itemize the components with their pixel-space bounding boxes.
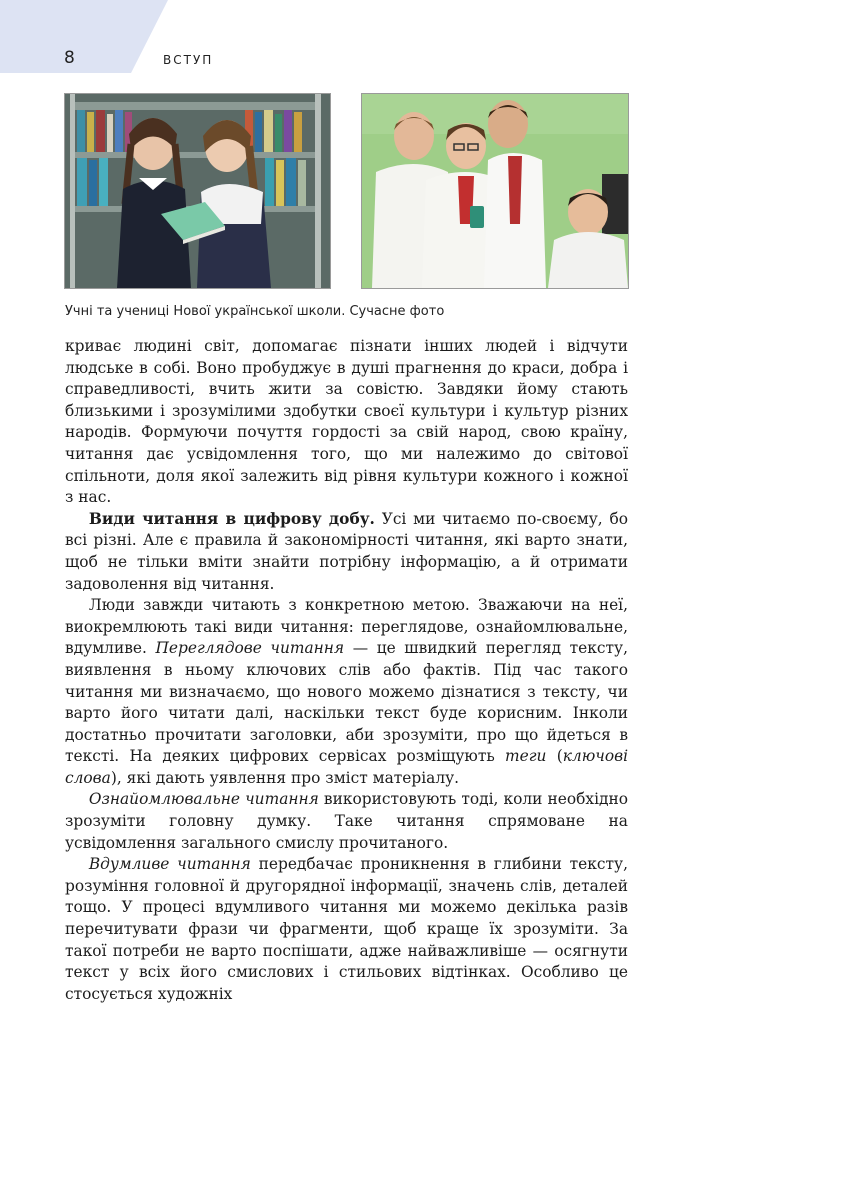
paragraph-text: криває людині світ, допомагає пізнати інших людей і відчути людське в собі. Воно пробуджує в душі прагнення до краси, добра і справедливості, вчить жити за совістю. Завдяки йому стають близькими і зрозумілими здобутки своєї культури і культур різних народів. Формуючи почуття гордості за свій народ, свою країну, читання дає усвідомлення того, що ми належимо до світової спільноти, доля якої залежить від рівня культури кожного і кожної з нас. — [65, 337, 628, 507]
paragraph-text: ( — [546, 747, 563, 766]
paragraph-text: Люди завжди читають з конкретною метою. Зважаючи на неї, виокремлюють такі види читання: переглядове, ознайомлювальне, вдумливе. — [65, 596, 628, 658]
term-thoughtful: Вдумливе читання — [88, 855, 251, 874]
page-number: 8 — [64, 48, 75, 68]
term-keywords: ключові слова — [65, 747, 628, 787]
term-skimming: Переглядове читання — [155, 639, 345, 658]
paragraph — [65, 854, 628, 1005]
paragraph-text: ), які дають уявлення про зміст матеріалу. — [110, 768, 460, 787]
corner-decoration — [0, 0, 168, 73]
section-heading: Види читання в цифрову добу. — [88, 509, 375, 528]
photo-boys-with-phone — [362, 94, 628, 288]
photo-girls-reading — [65, 94, 330, 288]
term-tags: теги — [505, 747, 547, 766]
paragraph-text: передбачає проникнення в глибини тексту, розуміння головної й другорядної інформації, значень слів, деталей тощо. У процесі вдумливого читання ми можемо декілька разів перечитувати фрази чи фрагменти, щоб краще їх зрозуміти. За такої потреби не варто поспішати, адже найважливіше — осягнути текст у всіх його смислових і стильових відтінках. Особливо це стосується художніх — [65, 855, 628, 1003]
paragraph-text: Усі ми читаємо по-своєму, бо всі різні. Але є правила й закономірності читання, які варто знати, щоб не тільки вміти знайти потрібну інформацію, а й отримати задоволення від читання. — [65, 509, 628, 593]
main-text — [65, 336, 628, 1005]
term-introductory: Ознайомлювальне читання — [88, 790, 319, 809]
paragraph-text: використовують тоді, коли необхідно зрозуміти головну думку. Таке читання спрямоване на усвідомлення загального смислу прочитаного. — [65, 790, 628, 852]
paragraph — [65, 336, 628, 509]
paragraph — [65, 789, 628, 854]
paragraph — [65, 509, 628, 595]
paragraph-text: — це швидкий перегляд тексту, виявлення в ньому ключових слів або фактів. Під час такого читання ми визначаємо, що нового можемо дізнатися з тексту, чи варто його читати далі, наскільки текст буде корисним. Інколи достатньо прочитати заголовки, аби зрозуміти, про що йдеться в тексті. На деяких цифрових сервісах розміщують — [65, 639, 628, 766]
section-title: ВСТУП — [163, 53, 214, 67]
paragraph — [65, 595, 628, 789]
figure-caption: Учні та учениці Нової української школи. Сучасне фото — [65, 304, 445, 319]
